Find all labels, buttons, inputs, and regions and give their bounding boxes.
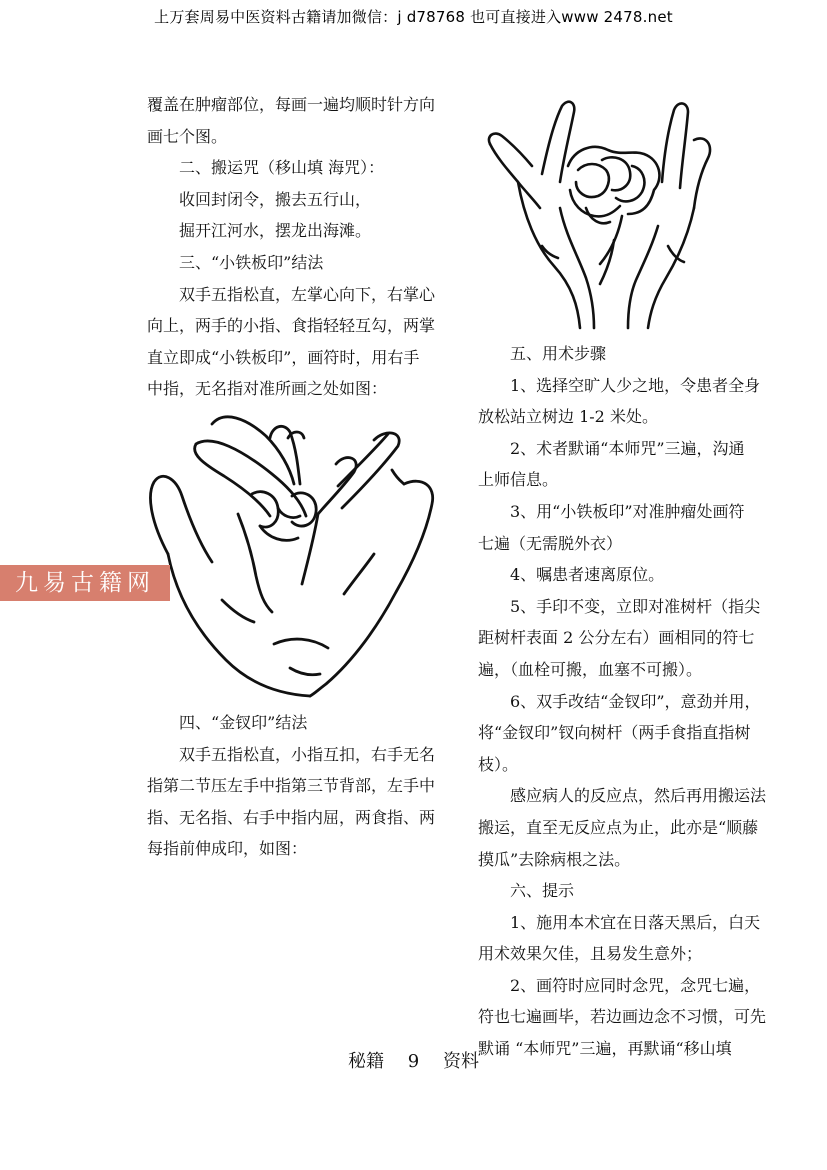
text-line: 指第二节压左手中指第三节背部，左手中	[147, 776, 436, 796]
section-heading: 六、提示	[510, 881, 575, 901]
text-line: 七遍（无需脱外衣）	[478, 533, 623, 553]
text-line: 覆盖在肿瘤部位，每画一遍均顺时针方向	[147, 95, 436, 114]
text-line: 搬运，直至无反应点为止，此亦是“顺藤	[478, 817, 759, 837]
text-line: 用术效果欠佳，且易发生意外；	[478, 944, 703, 964]
hand-seal-illustration-top	[482, 96, 722, 332]
text-line: 收回封闭令，搬去五行山，	[179, 189, 372, 209]
text-line: 默诵 “本师咒”三遍，再默诵“移山填	[478, 1039, 732, 1059]
text-line: 符也七遍画毕，若边画边念不习惯，可先	[478, 1007, 767, 1027]
top-banner: 上万套周易中医资料古籍请加微信：j d78768 也可直接进入www 2478.net	[154, 8, 673, 26]
page-footer	[0, 1047, 827, 1073]
text-line: 1、施用本术宜在日落天黑后，白天	[510, 912, 761, 932]
text-line: 掘开江河水，摆龙出海滩。	[179, 221, 372, 241]
text-line: 中指，无名指对准所画之处如图：	[147, 379, 388, 399]
text-line: 指、无名指、右手中指内屈，两食指、两	[147, 807, 436, 827]
text-line: 双手五指松直，小指互扣，右手无名	[179, 744, 436, 764]
section-heading: 三、“小铁板印”结法	[179, 252, 324, 272]
text-line: 将“金钗印”钗向树杆（两手食指直指树	[478, 723, 751, 743]
text-line: 2、画符时应同时念咒，念咒七遍，	[510, 975, 761, 995]
text-line: 遍，（血栓可搬，血塞不可搬）。	[478, 659, 703, 679]
footer-left-text: 秘籍	[348, 1051, 385, 1072]
text-line: 距树杆表面 2 公分左右）画相同的符七	[478, 628, 755, 648]
section-heading: 二、搬运咒（移山填 海咒）：	[179, 158, 385, 178]
right-column	[478, 338, 778, 1065]
text-line: 枝）。	[478, 754, 519, 774]
site-watermark: 九易古籍网	[0, 565, 170, 601]
text-line: 4、嘱患者速离原位。	[510, 565, 665, 585]
text-line: 感应病人的反应点，然后再用搬运法	[510, 786, 767, 806]
section-heading: 四、“金钗印”结法	[179, 712, 308, 732]
section-heading: 五、用术步骤	[510, 344, 607, 363]
text-line: 1、选择空旷人少之地，令患者全身	[510, 375, 761, 395]
text-line: 双手五指松直，左掌心向下，右掌心	[179, 284, 436, 304]
text-line: 2、术者默诵“本师咒”三遍，沟通	[510, 438, 745, 458]
text-line: 直立即成“小铁板印”，画符时，用右手	[147, 347, 420, 367]
text-line: 向上，两手的小指、食指轻轻互勾，两掌	[147, 316, 436, 336]
text-line: 上师信息。	[478, 470, 559, 490]
text-line: 摸瓜”去除病根之法。	[478, 849, 631, 869]
footer-right-text: 资料	[442, 1051, 479, 1072]
text-line: 5、手印不变，立即对准树杆（指尖	[510, 596, 761, 616]
text-line: 每指前伸成印，如图：	[147, 839, 308, 859]
text-line: 3、用“小铁板印”对准肿瘤处画符	[510, 501, 745, 521]
text-line: 6、双手改结“金钗印”，意劲并用，	[510, 691, 761, 711]
page-number: 9	[407, 1051, 420, 1072]
illustration-spacer	[147, 405, 443, 707]
text-line: 画七个图。	[147, 126, 228, 146]
left-column	[147, 89, 443, 865]
text-line: 放松站立树边 1-2 米处。	[478, 407, 658, 427]
